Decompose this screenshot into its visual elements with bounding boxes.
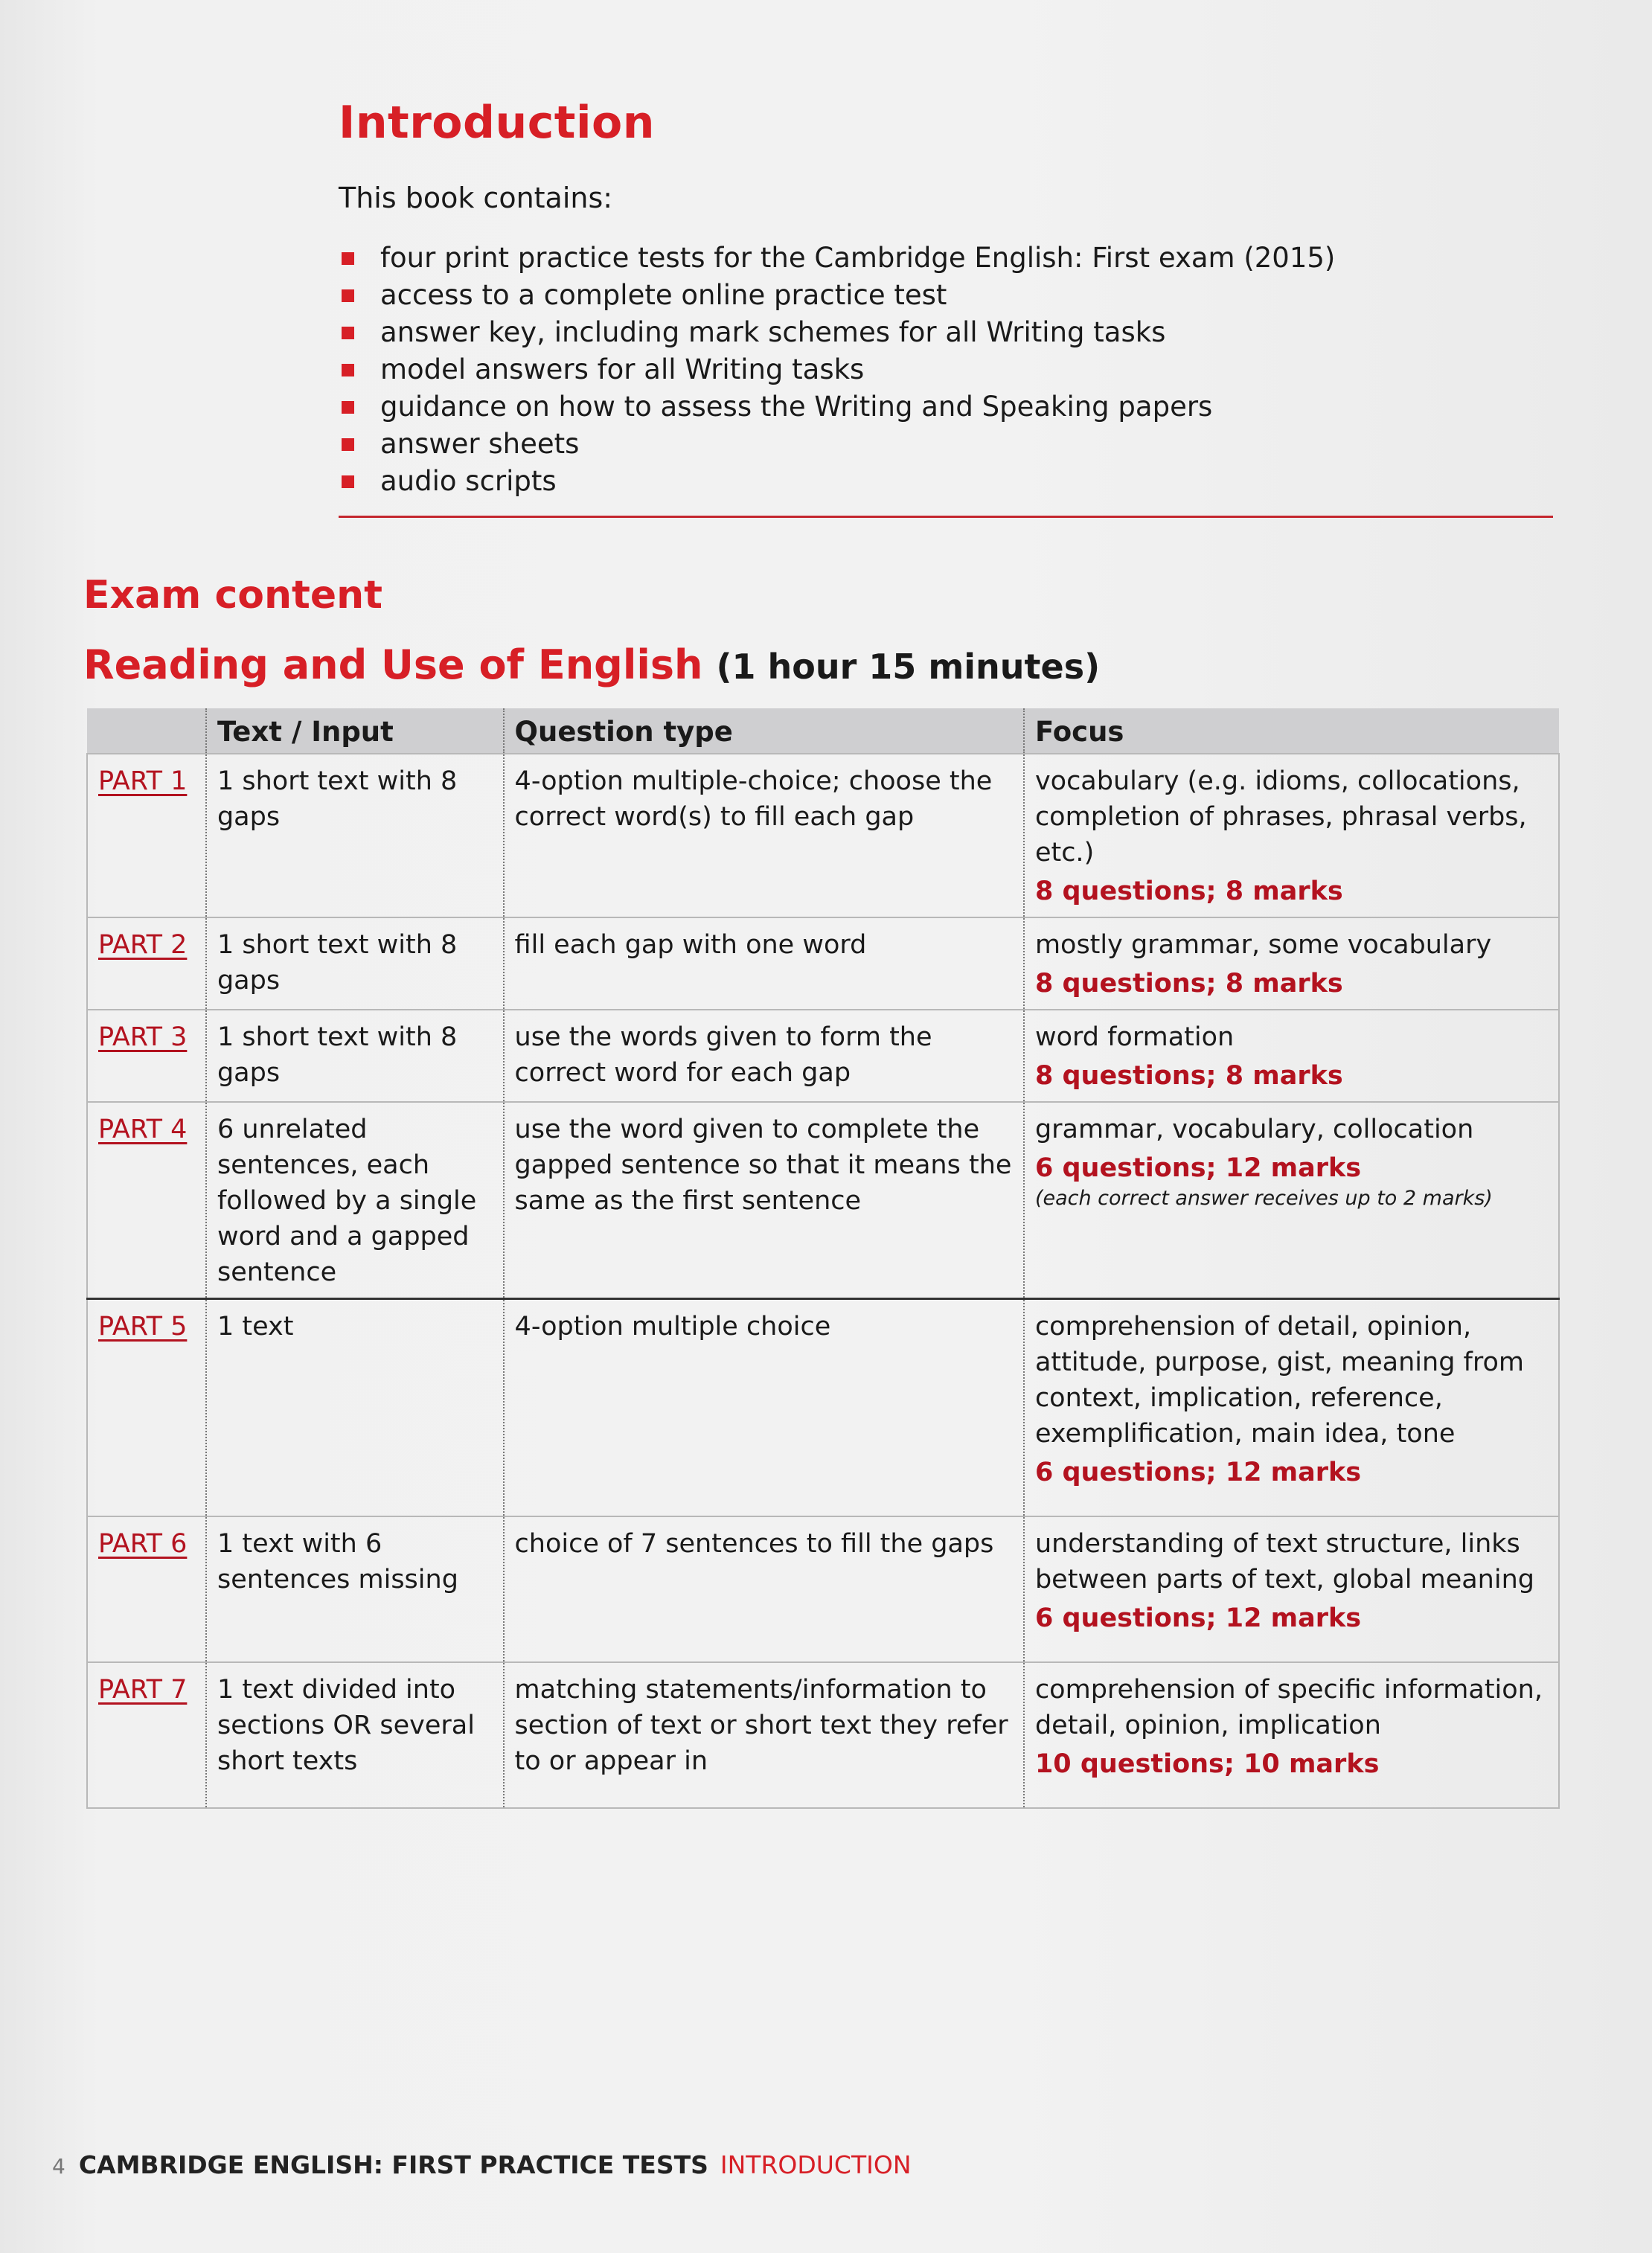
- list-item-text: model answers for all Writing tasks: [380, 353, 865, 385]
- marks-text: 10 questions; 10 marks: [1034, 1749, 1380, 1779]
- table-header-row: [87, 708, 1559, 754]
- section-name: INTRODUCTION: [720, 2150, 912, 2179]
- marks-text: 8 questions; 8 marks: [1034, 969, 1343, 999]
- contents-list: [339, 240, 1552, 500]
- part-cell: [87, 1010, 206, 1102]
- column-header-question-type: Question type: [504, 708, 1024, 754]
- text-input-cell: 1 text divided into sections OR several short texts: [206, 1662, 504, 1808]
- part-link[interactable]: PART 1: [98, 766, 188, 796]
- part-link[interactable]: PART 6: [98, 1528, 188, 1559]
- part-cell: [87, 754, 206, 917]
- page-number: 4: [52, 2154, 65, 2179]
- part-cell: [87, 1102, 206, 1299]
- marks-text: 8 questions; 8 marks: [1034, 876, 1343, 906]
- column-header-text-input: Text / Input: [206, 708, 504, 754]
- list-item: [339, 388, 1552, 426]
- book-title: CAMBRIDGE ENGLISH: FIRST PRACTICE TESTS: [78, 2150, 708, 2179]
- exam-content-table: [86, 708, 1560, 1809]
- text-input-cell: 1 text with 6 sentences missing: [206, 1516, 504, 1662]
- part-cell: [87, 1662, 206, 1808]
- focus-cell: [1024, 754, 1559, 917]
- column-header-part: [87, 708, 206, 754]
- list-item-text: audio scripts: [380, 465, 557, 497]
- marks-text: 6 questions; 12 marks: [1034, 1153, 1362, 1183]
- square-bullet-icon: [342, 401, 354, 414]
- focus-text: comprehension of specific information, detail, opinion, implication: [1034, 1674, 1543, 1740]
- marks-text: 6 questions; 12 marks: [1034, 1458, 1362, 1487]
- list-item: [339, 426, 1552, 463]
- table-row: [87, 1662, 1559, 1808]
- page-footer: [52, 2150, 912, 2179]
- marks-text: 6 questions; 12 marks: [1034, 1603, 1362, 1633]
- part-link[interactable]: PART 5: [98, 1312, 188, 1342]
- exam-content-title: Exam content: [83, 573, 383, 618]
- table-row: [87, 754, 1559, 917]
- list-item: [339, 277, 1552, 314]
- introduction-subtitle: This book contains:: [339, 182, 613, 214]
- table-row: [87, 1102, 1559, 1299]
- section-divider: [339, 516, 1553, 518]
- marks-note: (each correct answer receives up to 2 marks): [1034, 1187, 1493, 1210]
- square-bullet-icon: [342, 327, 354, 339]
- text-input-cell: 1 short text with 8 gaps: [206, 754, 504, 917]
- question-type-cell: choice of 7 sentences to fill the gaps: [504, 1516, 1024, 1662]
- part-cell: [87, 917, 206, 1010]
- focus-text: understanding of text structure, links between parts of text, global meaning: [1034, 1528, 1534, 1595]
- part-link[interactable]: PART 3: [98, 1022, 188, 1052]
- introduction-title: Introduction: [339, 97, 655, 149]
- square-bullet-icon: [342, 289, 354, 302]
- table-row: [87, 917, 1559, 1010]
- list-item-text: access to a complete online practice test: [380, 279, 947, 311]
- focus-text: word formation: [1034, 1022, 1235, 1052]
- question-type-cell: 4-option multiple-choice; choose the correct word(s) to fill each gap: [504, 754, 1024, 917]
- table-row: [87, 1516, 1559, 1662]
- square-bullet-icon: [342, 252, 354, 265]
- list-item: [339, 314, 1552, 351]
- text-input-cell: 6 unrelated sentences, each followed by a single word and a gapped sentence: [206, 1102, 504, 1299]
- text-input-cell: 1 short text with 8 gaps: [206, 917, 504, 1010]
- question-type-cell: 4-option multiple choice: [504, 1299, 1024, 1516]
- focus-text: mostly grammar, some vocabulary: [1034, 930, 1492, 960]
- list-item-text: answer key, including mark schemes for all Writing tasks: [380, 316, 1166, 348]
- question-type-cell: use the words given to form the correct word for each gap: [504, 1010, 1024, 1102]
- list-item-text: guidance on how to assess the Writing and Speaking papers: [380, 391, 1213, 423]
- focus-cell: [1024, 1299, 1559, 1516]
- reading-section-duration: (1 hour 15 minutes): [716, 647, 1101, 687]
- part-cell: [87, 1516, 206, 1662]
- focus-cell: [1024, 917, 1559, 1010]
- list-item: [339, 240, 1552, 277]
- focus-cell: [1024, 1102, 1559, 1299]
- reading-section-title: Reading and Use of English: [83, 641, 703, 688]
- text-input-cell: 1 text: [206, 1299, 504, 1516]
- focus-cell: [1024, 1662, 1559, 1808]
- focus-text: vocabulary (e.g. idioms, collocations, completion of phrases, phrasal verbs, etc.): [1034, 766, 1527, 868]
- focus-text: grammar, vocabulary, collocation: [1034, 1115, 1474, 1144]
- part-link[interactable]: PART 4: [98, 1115, 188, 1144]
- list-item-text: answer sheets: [380, 428, 580, 460]
- text-input-cell: 1 short text with 8 gaps: [206, 1010, 504, 1102]
- question-type-cell: matching statements/information to section of text or short text they refer to or appear in: [504, 1662, 1024, 1808]
- reading-section-heading: [83, 641, 1100, 688]
- part-link[interactable]: PART 2: [98, 930, 188, 960]
- focus-text: comprehension of detail, opinion, attitude, purpose, gist, meaning from context, implication, reference, exemplification, main idea, tone: [1034, 1312, 1525, 1449]
- part-cell: [87, 1299, 206, 1516]
- focus-cell: [1024, 1516, 1559, 1662]
- focus-cell: [1024, 1010, 1559, 1102]
- list-item: [339, 463, 1552, 500]
- introduction-section: [339, 97, 1552, 500]
- table-row: [87, 1010, 1559, 1102]
- question-type-cell: use the word given to complete the gapped sentence so that it means the same as the first sentence: [504, 1102, 1024, 1299]
- square-bullet-icon: [342, 438, 354, 451]
- part-link[interactable]: PART 7: [98, 1674, 188, 1705]
- table-row: [87, 1299, 1559, 1516]
- square-bullet-icon: [342, 475, 354, 488]
- marks-text: 8 questions; 8 marks: [1034, 1061, 1343, 1091]
- list-item-text: four print practice tests for the Cambridge English: First exam (2015): [380, 242, 1336, 274]
- question-type-cell: fill each gap with one word: [504, 917, 1024, 1010]
- column-header-focus: Focus: [1024, 708, 1559, 754]
- square-bullet-icon: [342, 364, 354, 376]
- list-item: [339, 351, 1552, 388]
